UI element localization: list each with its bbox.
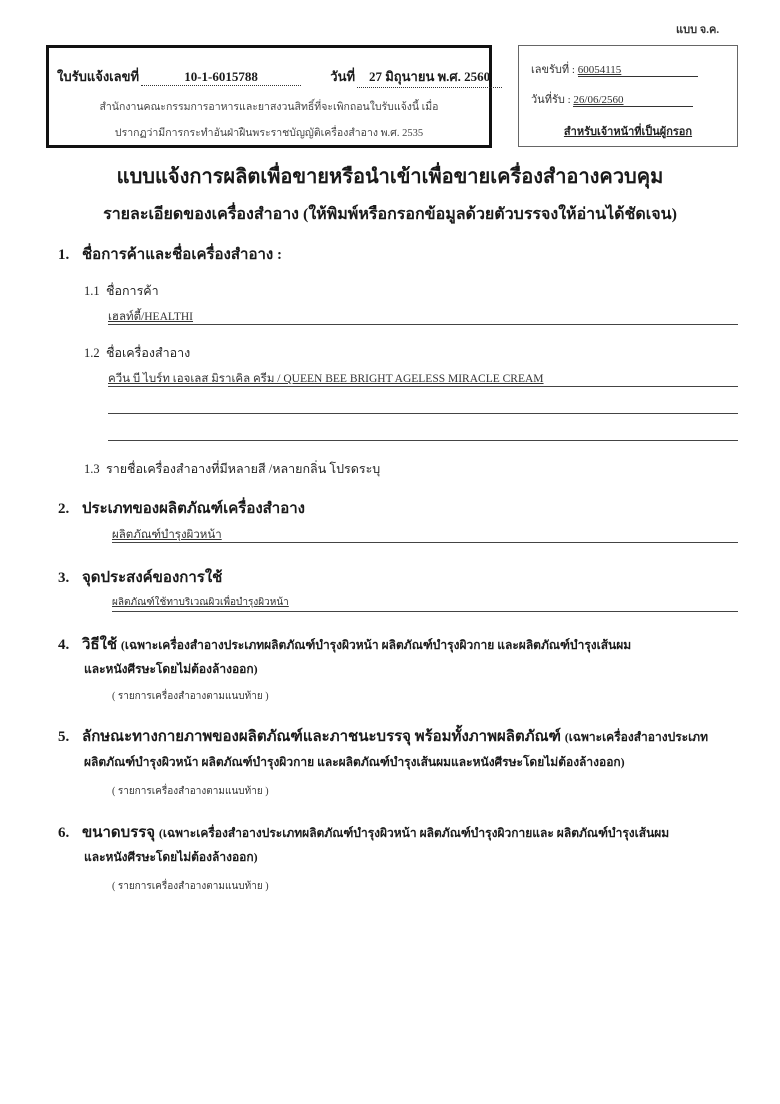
receipt-date-value: 27 มิถุนายน พ.ศ. 2560 — [357, 66, 502, 88]
section-1-3-heading — [84, 459, 380, 479]
purpose-value: ผลิตภัณฑ์ใช้ทาบริเวณผิวเพื่อบำรุงผิวหน้า — [112, 597, 289, 608]
receipt-box — [46, 45, 492, 148]
section-3-number: 3. — [58, 570, 70, 586]
receipt-note-line1: สำนักงานคณะกรรมการอาหารและยาสงวนสิทธิ์ที่จะเพิกถอนใบรับแจ้งนี้ เมื่อ — [99, 102, 439, 113]
section-4-heading — [58, 632, 631, 656]
product-type-value: ผลิตภัณฑ์บำรุงผิวหน้า — [112, 529, 222, 541]
section-6-note-line2: และหนังศีรษะโดยไม่ต้องล้างออก) — [84, 850, 258, 864]
section-4-note-line1: (เฉพาะเครื่องสำอางประเภทผลิตภัณฑ์บำรุงผิวหน้า ผลิตภัณฑ์บำรุงผิวกาย และผลิตภัณฑ์บำรุงเส้นผม — [120, 638, 632, 652]
section-1-number: 1. — [58, 247, 70, 263]
section-1-3-label: รายชื่อเครื่องสำอางที่มีหลายสี /หลายกลิ่น โปรดระบุ — [106, 462, 381, 476]
office-receipt-id-value: 60054115 — [578, 64, 698, 77]
section-6-note-line1: (เฉพาะเครื่องสำอางประเภทผลิตภัณฑ์บำรุงผิวหน้า ผลิตภัณฑ์บำรุงผิวกายและ ผลิตภัณฑ์บำรุงเส้นผม — [158, 826, 670, 840]
receipt-no-value: 10-1-6015788 — [141, 69, 301, 86]
form-title: แบบแจ้งการผลิตเพื่อขายหรือนำเข้าเพื่อขายเครื่องสำอางควบคุม — [116, 166, 664, 188]
office-received-date-value: 26/06/2560 — [573, 94, 693, 107]
form-subtitle: รายละเอียดของเครื่องสำอาง (ให้พิมพ์หรือกรอกข้อมูลด้วยตัวบรรจงให้อ่านได้ชัดเจน) — [103, 206, 677, 223]
purpose-field[interactable] — [112, 595, 738, 612]
section-6-heading — [58, 820, 669, 844]
office-receipt-id-row — [531, 60, 698, 78]
section-4-attachment-note: ( รายการเครื่องสำอางตามแนบท้าย ) — [112, 691, 269, 702]
section-1-1-number: 1.1 — [84, 284, 100, 298]
section-1-3-number: 1.3 — [84, 462, 100, 476]
office-receipt-id-label: เลขรับที่ : — [531, 64, 575, 76]
section-2-heading — [58, 496, 305, 520]
section-1-2-label: ชื่อเครื่องสำอาง — [106, 346, 191, 360]
cosmetic-name-extra-line-1[interactable] — [108, 397, 738, 414]
product-type-field[interactable] — [112, 526, 738, 543]
receipt-no-label: ใบรับแจ้งเลขที่ — [57, 69, 140, 84]
section-1-2-heading — [84, 343, 190, 363]
receipt-note-line2: ปรากฏว่ามีการกระทำอันฝ่าฝืนพระราชบัญญัติเครื่องสำอาง พ.ศ. 2535 — [114, 128, 424, 139]
trade-name-value: เฮลท์ตี้/HEALTHI — [108, 311, 194, 323]
section-3-label: จุดประสงค์ของการใช้ — [82, 570, 223, 586]
section-1-1-label: ชื่อการค้า — [106, 284, 159, 298]
section-2-label: ประเภทของผลิตภัณฑ์เครื่องสำอาง — [82, 501, 305, 517]
section-4-number: 4. — [58, 637, 70, 653]
trade-name-field[interactable] — [108, 308, 738, 325]
section-1-label: ชื่อการค้าและชื่อเครื่องสำอาง : — [82, 247, 282, 263]
cosmetic-name-field[interactable] — [108, 370, 738, 387]
office-use-footer: สำหรับเจ้าหน้าที่เป็นผู้กรอก — [563, 126, 693, 138]
section-1-2-number: 1.2 — [84, 346, 100, 360]
receipt-number-row — [57, 66, 502, 88]
section-5-note-line1: (เฉพาะเครื่องสำอางประเภท — [564, 730, 709, 744]
cosmetic-name-extra-line-2[interactable] — [108, 424, 738, 441]
section-1-heading — [58, 242, 282, 266]
section-5-attachment-note: ( รายการเครื่องสำอางตามแนบท้าย ) — [112, 786, 269, 797]
cosmetic-name-value: ควีน บี ไบร์ท เอจเลส มิราเคิล ครีม / QUEEN BEE BRIGHT AGELESS MIRACLE CREAM — [108, 373, 544, 385]
receipt-date-label: วันที่ — [330, 69, 356, 84]
section-5-label: ลักษณะทางกายภาพของผลิตภัณฑ์และภาชนะบรรจุ พร้อมทั้งภาพผลิตภัณฑ์ — [82, 729, 561, 745]
section-5-heading — [58, 724, 708, 748]
section-3-heading — [58, 565, 222, 589]
office-received-date-label: วันที่รับ : — [531, 94, 571, 106]
office-use-box — [518, 45, 738, 147]
section-5-number: 5. — [58, 729, 70, 745]
section-2-number: 2. — [58, 501, 70, 517]
section-6-attachment-note: ( รายการเครื่องสำอางตามแนบท้าย ) — [112, 881, 269, 892]
office-received-date-row — [531, 90, 693, 108]
section-6-label: ขนาดบรรจุ — [82, 825, 156, 841]
form-code: แบบ จ.ค. — [676, 24, 720, 36]
section-1-1-heading — [84, 281, 159, 301]
section-4-label: วิธีใช้ — [82, 637, 118, 653]
section-5-note-line2: ผลิตภัณฑ์บำรุงผิวหน้า ผลิตภัณฑ์บำรุงผิวกาย และผลิตภัณฑ์บำรุงเส้นผมและหนังศีรษะโดยไม่ต้องล้างออก) — [84, 755, 625, 769]
section-6-number: 6. — [58, 825, 70, 841]
section-4-note-line2: และหนังศีรษะโดยไม่ต้องล้างออก) — [84, 662, 258, 676]
